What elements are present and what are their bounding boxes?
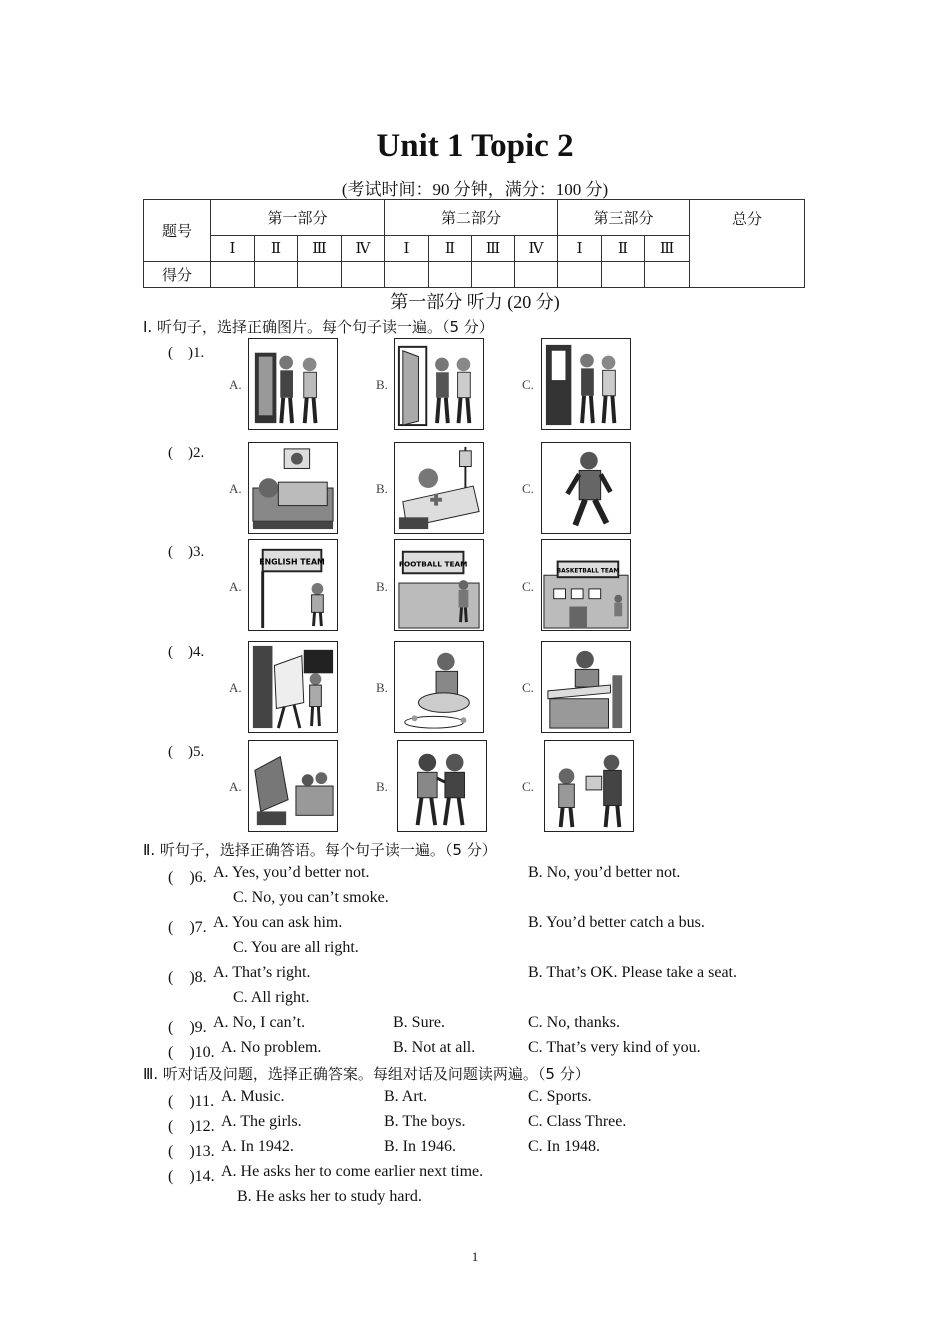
boy-washing-illustration: [395, 642, 483, 732]
walking-boy-illustration: [542, 443, 630, 533]
part1-col: Ⅲ: [298, 236, 342, 262]
part-two-header: 第二部分: [385, 200, 558, 236]
part3-col: Ⅰ: [558, 236, 602, 262]
score-cell[interactable]: [515, 262, 558, 288]
answer-option: A. That’s right.: [213, 964, 311, 981]
picture-5b[interactable]: [397, 740, 487, 832]
picture-2a[interactable]: [248, 442, 338, 534]
giving-gift-illustration: [545, 741, 633, 831]
question-number: ( )13.: [168, 1143, 215, 1160]
question-number: ( )14.: [168, 1168, 215, 1185]
picture-3b[interactable]: [394, 539, 484, 631]
question-number: ( )6.: [168, 869, 207, 886]
question-number: ( )4.: [168, 644, 205, 660]
answer-option: A. He asks her to come earlier next time.: [221, 1163, 484, 1180]
two-boys-fighting-illustration: [398, 741, 486, 831]
question-number: ( )11.: [168, 1093, 215, 1110]
option-label: B.: [376, 680, 388, 695]
score-table: [143, 199, 805, 288]
option-label: C.: [522, 377, 534, 392]
option-label: A.: [229, 680, 242, 695]
answer-option: C. Sports.: [528, 1088, 592, 1105]
part2-col: Ⅱ: [429, 236, 472, 262]
sign-text: ENGLISH TEAM: [259, 557, 325, 567]
picture-5c[interactable]: [544, 740, 634, 832]
picture-5a[interactable]: [248, 740, 338, 832]
option-label: B.: [376, 481, 388, 496]
question-number: ( )2.: [168, 445, 205, 461]
score-cell[interactable]: [298, 262, 342, 288]
answer-option: C. No, thanks.: [528, 1014, 620, 1031]
score-label: 得分: [144, 262, 211, 288]
question-number: ( )8.: [168, 969, 207, 986]
answer-option: C. In 1948.: [528, 1138, 600, 1155]
part-one-heading: 第一部分 听力 (20 分): [390, 292, 560, 312]
score-cell[interactable]: [211, 262, 255, 288]
option-label: B.: [376, 377, 388, 392]
answer-option: A. You can ask him.: [213, 914, 343, 931]
picture-4c[interactable]: [541, 641, 631, 733]
item-label: 题号: [144, 200, 211, 262]
section-one-heading: Ⅰ. 听句子，选择正确图片。每个句子读一遍。（5 分）: [143, 318, 494, 336]
answer-option: B. Art.: [384, 1088, 428, 1105]
part-three-header: 第三部分: [558, 200, 690, 236]
part2-col: Ⅲ: [472, 236, 515, 262]
picture-1c[interactable]: [541, 338, 631, 430]
picture-4a[interactable]: [248, 641, 338, 733]
part1-col: Ⅰ: [211, 236, 255, 262]
answer-option: C. That’s very kind of you.: [528, 1039, 701, 1056]
football-team-sign-illustration: [395, 540, 483, 630]
part2-col: Ⅰ: [385, 236, 429, 262]
picture-2c[interactable]: [541, 442, 631, 534]
question-number: ( )3.: [168, 544, 205, 560]
option-label: A.: [229, 481, 242, 496]
option-label: C.: [522, 779, 534, 794]
answer-option: A. Music.: [221, 1088, 285, 1105]
boy-painting-illustration: [249, 642, 337, 732]
answer-option: C. All right.: [233, 989, 310, 1006]
part1-col: Ⅱ: [255, 236, 298, 262]
question-number: ( )12.: [168, 1118, 215, 1135]
section-three-heading: Ⅲ. 听对话及问题，选择正确答案。每组对话及问题读两遍。（5 分）: [143, 1065, 590, 1083]
window-two-people-illustration: [542, 339, 630, 429]
answer-option: B. The boys.: [384, 1113, 466, 1130]
question-number: ( )1.: [168, 345, 205, 361]
score-cell[interactable]: [385, 262, 429, 288]
total-header: 总分: [690, 200, 805, 288]
part3-col: Ⅱ: [602, 236, 645, 262]
question-number: ( )7.: [168, 919, 207, 936]
picture-1b[interactable]: [394, 338, 484, 430]
page-number: 1: [471, 1249, 479, 1264]
answer-option: B. That’s OK. Please take a seat.: [528, 964, 737, 981]
part1-col: Ⅳ: [342, 236, 385, 262]
sign-text: FOOTBALL TEAM: [398, 559, 468, 569]
exam-info: (考试时间：90 分钟，满分：100 分): [341, 180, 609, 199]
score-cell[interactable]: [645, 262, 690, 288]
picture-3c[interactable]: [541, 539, 631, 631]
question-number: ( )9.: [168, 1019, 207, 1036]
sign-text: BASKETBALL TEAM: [556, 568, 620, 575]
score-cell[interactable]: [558, 262, 602, 288]
answer-option: A. Yes, you’d better not.: [213, 864, 370, 881]
answer-option: B. In 1946.: [384, 1138, 456, 1155]
question-number: ( )10.: [168, 1044, 215, 1061]
answer-option: B. No, you’d better not.: [528, 864, 681, 881]
boy-in-hospital-illustration: [395, 443, 483, 533]
watching-tv-illustration: [249, 741, 337, 831]
option-label: C.: [522, 481, 534, 496]
picture-4b[interactable]: [394, 641, 484, 733]
answer-option: A. No problem.: [221, 1039, 322, 1056]
score-cell[interactable]: [602, 262, 645, 288]
answer-option: A. The girls.: [221, 1113, 302, 1130]
answer-option: A. No, I can’t.: [213, 1014, 306, 1031]
answer-option: B. Not at all.: [393, 1039, 476, 1056]
score-cell[interactable]: [429, 262, 472, 288]
option-label: C.: [522, 680, 534, 695]
question-number: ( )5.: [168, 744, 205, 760]
part2-col: Ⅳ: [515, 236, 558, 262]
answer-option: B. You’d better catch a bus.: [528, 914, 705, 931]
answer-option: B. Sure.: [393, 1014, 445, 1031]
option-label: B.: [376, 579, 388, 594]
option-label: A.: [229, 579, 242, 594]
option-label: A.: [229, 377, 242, 392]
part-one-header: 第一部分: [211, 200, 385, 236]
door-and-two-people-illustration: [249, 339, 337, 429]
option-label: C.: [522, 579, 534, 594]
score-cell[interactable]: [342, 262, 385, 288]
section-two-heading: Ⅱ. 听句子，选择正确答语。每个句子读一遍。（5 分）: [143, 841, 497, 859]
answer-option: C. No, you can’t smoke.: [233, 889, 389, 906]
score-cell[interactable]: [472, 262, 515, 288]
picture-1a[interactable]: [248, 338, 338, 430]
answer-option: B. He asks her to study hard.: [237, 1188, 422, 1205]
basketball-team-sign-illustration: [542, 540, 630, 630]
part3-col: Ⅲ: [645, 236, 690, 262]
answer-option: A. In 1942.: [221, 1138, 294, 1155]
answer-option: C. Class Three.: [528, 1113, 627, 1130]
score-cell[interactable]: [255, 262, 298, 288]
boy-writing-at-desk-illustration: [542, 642, 630, 732]
english-team-sign-illustration: [249, 540, 337, 630]
option-label: A.: [229, 779, 242, 794]
option-label: B.: [376, 779, 388, 794]
open-door-two-people-illustration: [395, 339, 483, 429]
page-title: Unit 1 Topic 2: [376, 128, 574, 164]
picture-3a[interactable]: [248, 539, 338, 631]
answer-option: C. You are all right.: [233, 939, 359, 956]
picture-2b[interactable]: [394, 442, 484, 534]
boy-in-bed-illustration: [249, 443, 337, 533]
